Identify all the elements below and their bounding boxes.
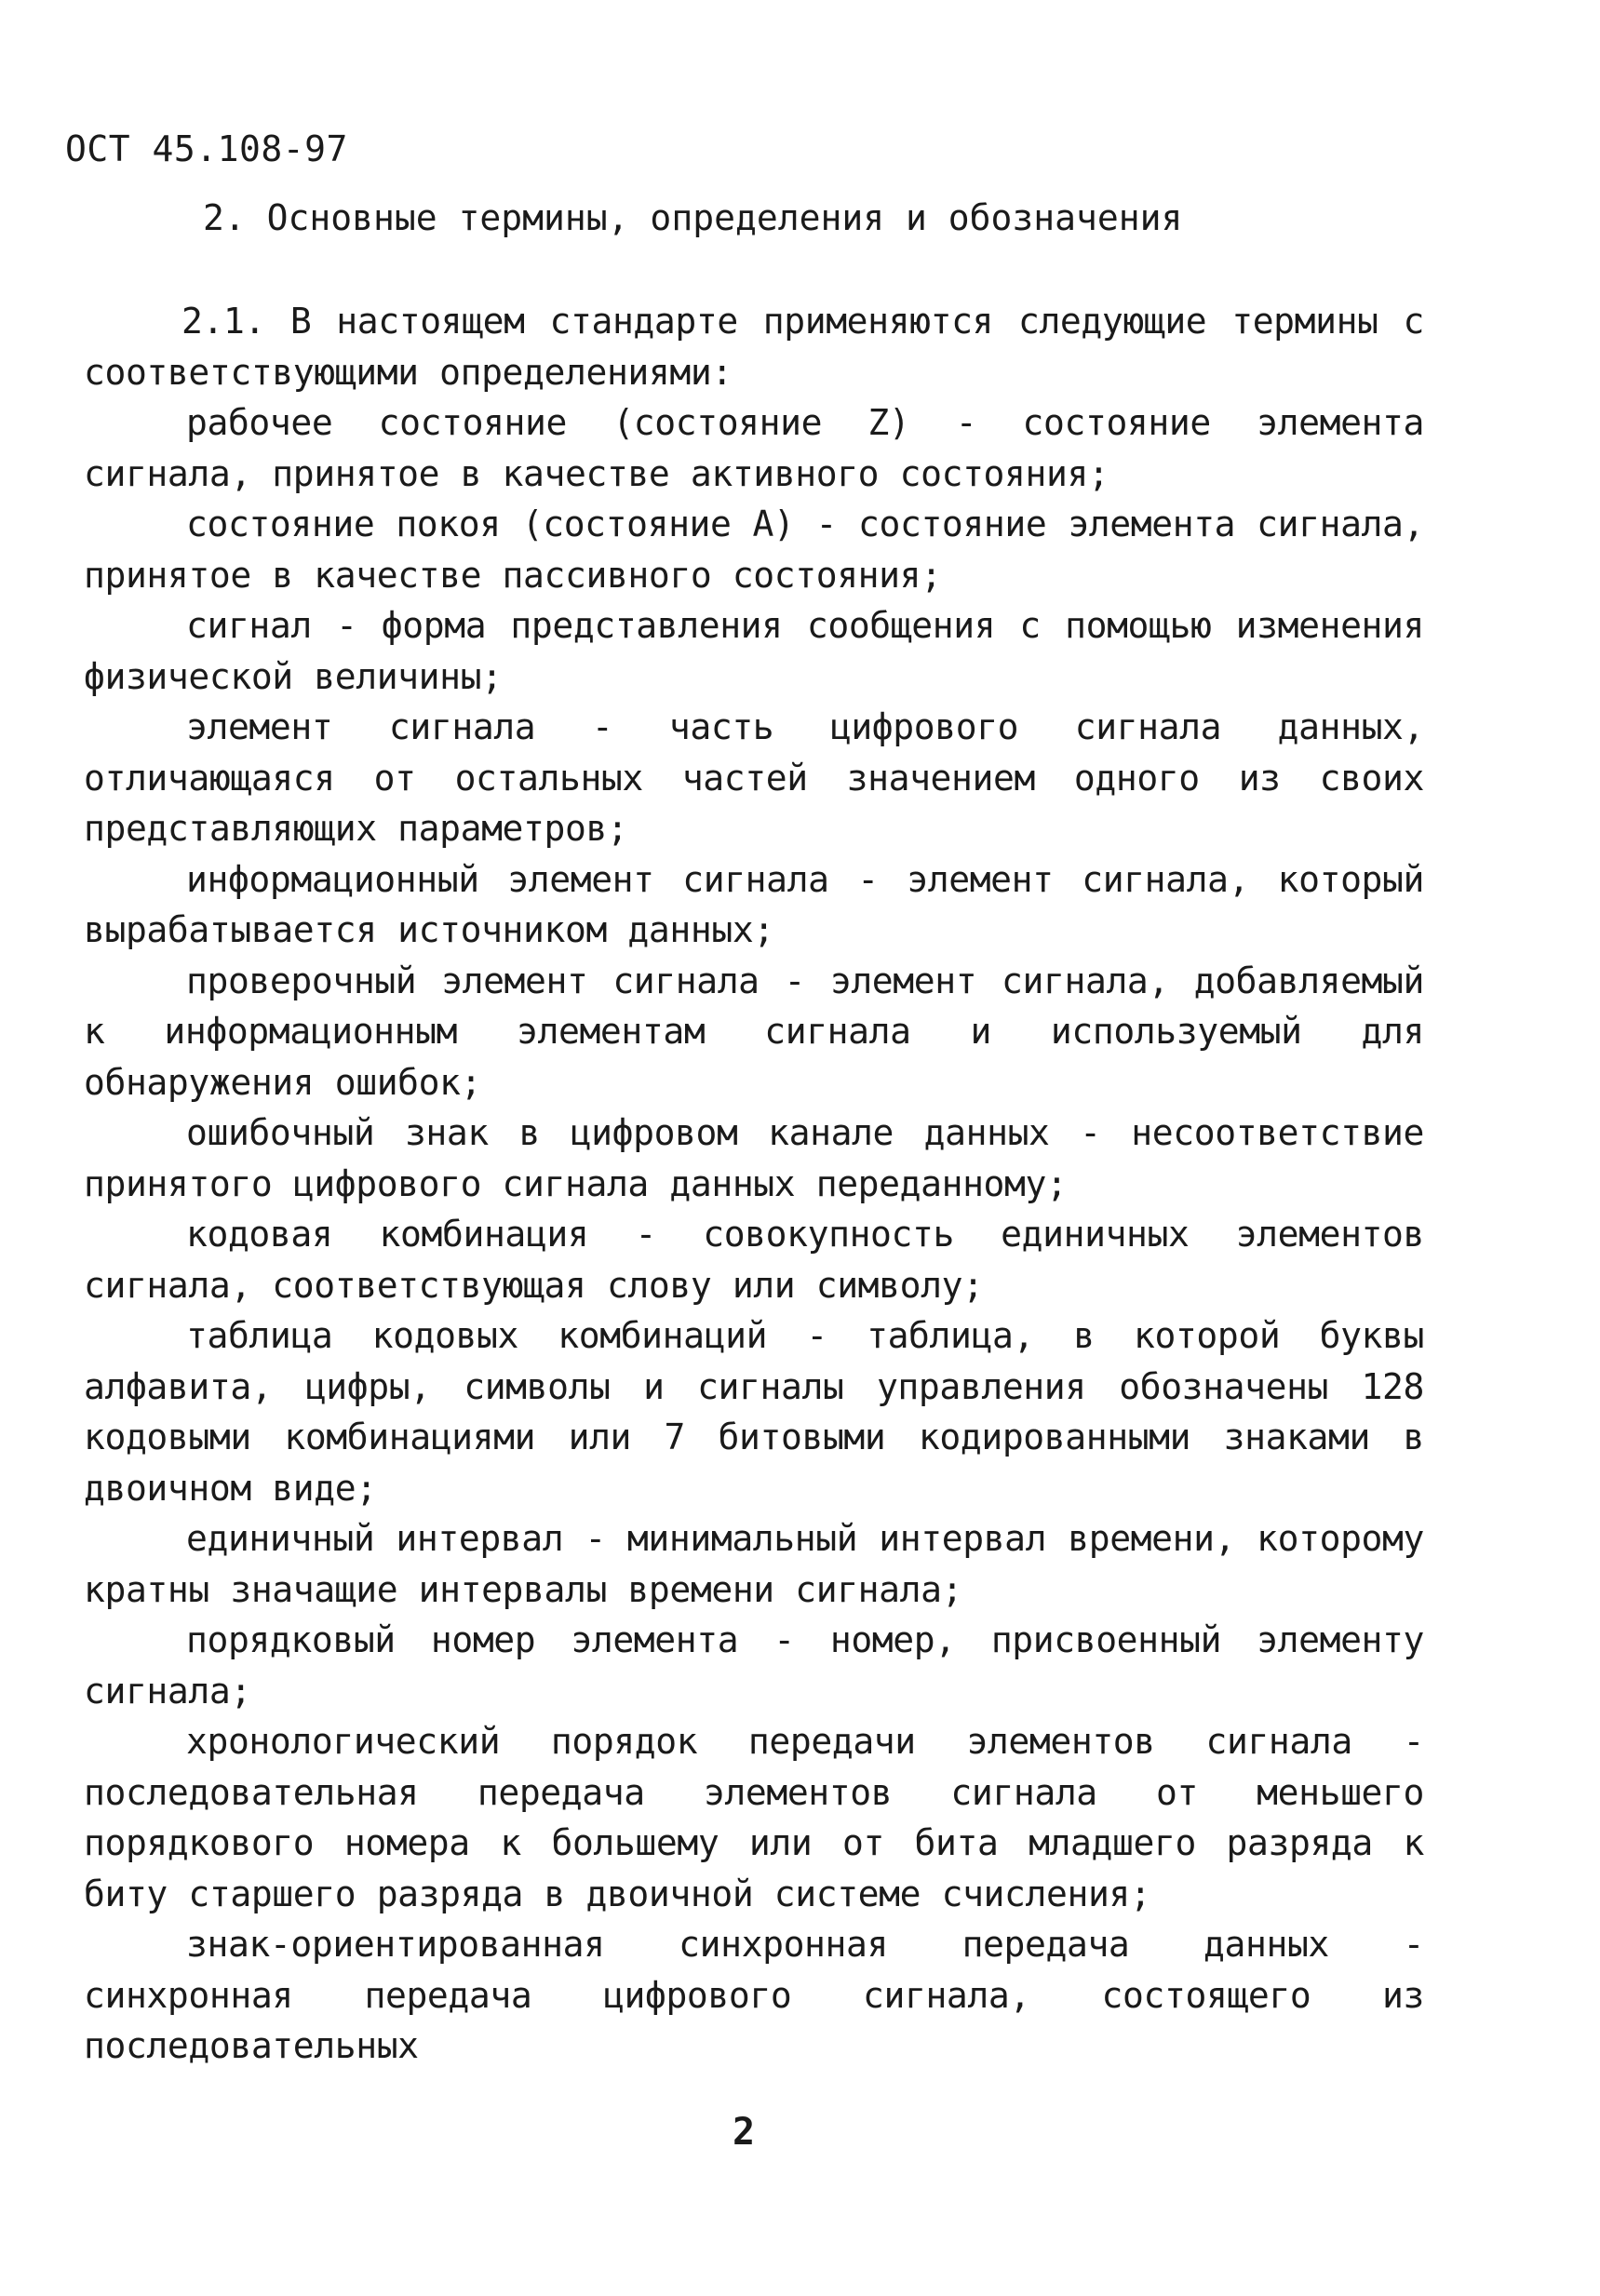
term-definition: элемент сигнала - часть цифрового сигнала данных, отличающаяся от остальных частей значением одного из своих представляющих параметров; xyxy=(84,706,1424,849)
term-definition: хронологический порядок передачи элементов сигнала - последовательная передача элементов сигнала от меньшего порядкового номера к большему или от бита младшего разряда к биту старшего разряда в двоичной системе счисления; xyxy=(84,1721,1424,1914)
document-code: ОСТ 45.108-97 xyxy=(65,128,348,169)
term-definition: единичный интервал - минимальный интервал времени, которому кратны значащие интервалы времени сигнала; xyxy=(84,1518,1424,1610)
term-definition: кодовая комбинация - совокупность единичных элементов сигнала, соответствующая слову или символу; xyxy=(84,1214,1424,1306)
term-definition: информационный элемент сигнала - элемент сигнала, который вырабатывается источником данных; xyxy=(84,858,1424,950)
term-definition: ошибочный знак в цифровом канале данных - несоответствие принятого цифрового сигнала данных переданному; xyxy=(84,1112,1424,1204)
term-definition: рабочее состояние (состояние Z) - состояние элемента сигнала, принятое в качестве активного состояния; xyxy=(84,402,1424,494)
term-definition: сигнал - форма представления сообщения с помощью изменения физической величины; xyxy=(84,605,1424,697)
page-number: 2 xyxy=(733,2111,756,2154)
term-definition: таблица кодовых комбинаций - таблица, в которой буквы алфавита, цифры, символы и сигналы управления обозначены 128 кодовыми комбинациями или 7 битовыми кодированными знаками в двоичном виде; xyxy=(84,1315,1424,1509)
section-title: 2. Основные термины, определения и обозначения xyxy=(203,197,1183,238)
term-definition: проверочный элемент сигнала - элемент сигнала, добавляемый к информационным элементам сигнала и используемый для обнаружения ошибок; xyxy=(84,960,1424,1103)
intro-paragraph: 2.1. В настоящем стандарте применяются следующие термины с соответствующими определениями: xyxy=(84,301,1424,393)
term-definition: знак-ориентированная синхронная передача данных - синхронная передача цифрового сигнала, состоящего из последовательных xyxy=(84,1924,1424,2066)
document-body xyxy=(84,296,1424,2072)
term-definition: порядковый номер элемента - номер, присвоенный элементу сигнала; xyxy=(84,1619,1424,1712)
term-definition: состояние покоя (состояние А) - состояние элемента сигнала, принятое в качестве пассивного состояния; xyxy=(84,504,1424,596)
